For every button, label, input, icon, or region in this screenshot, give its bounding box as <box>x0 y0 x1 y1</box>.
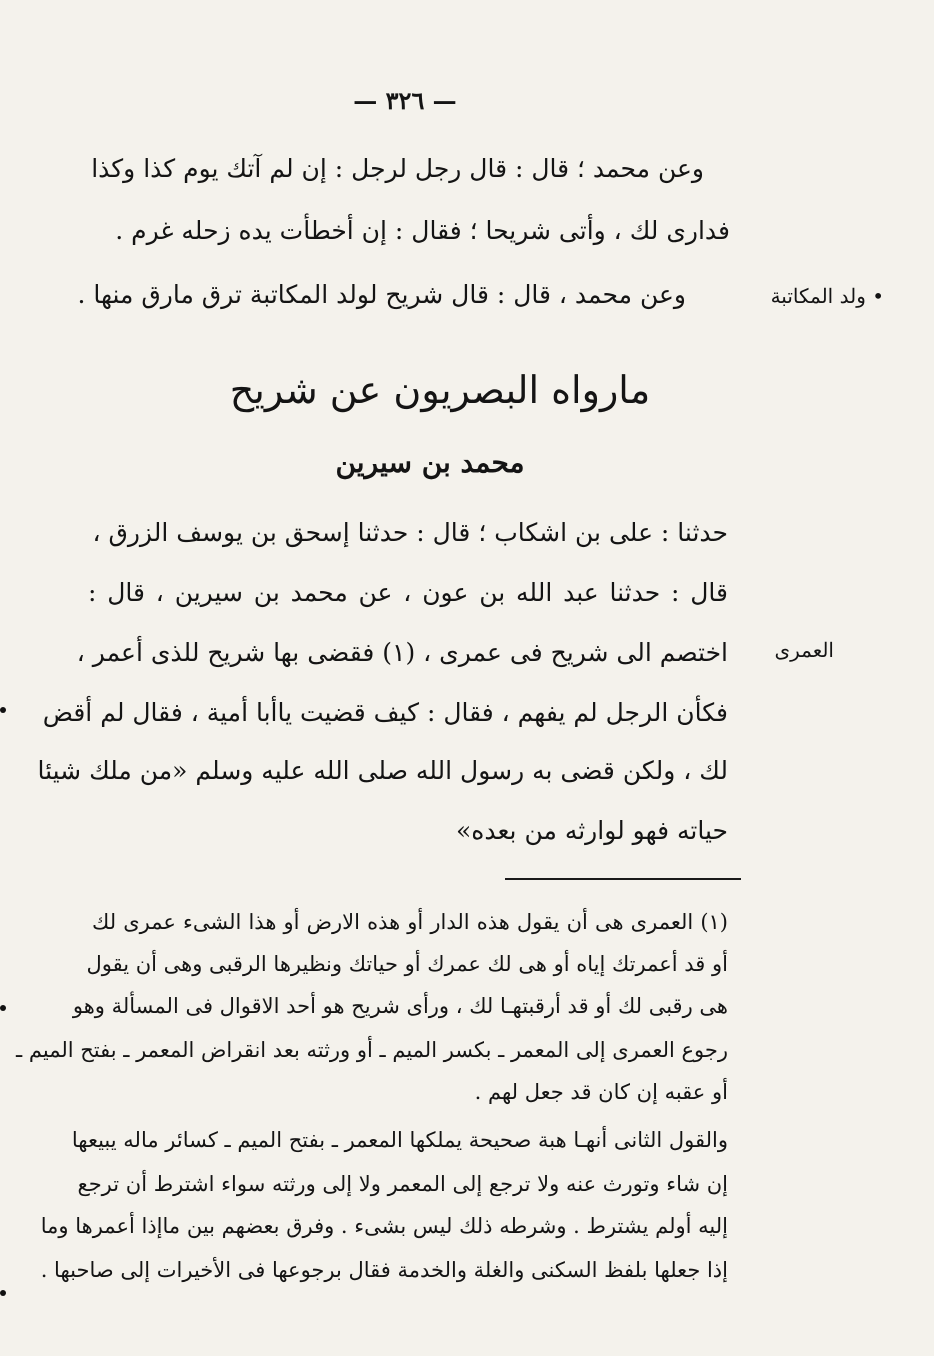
margin-note-walad-almukataba: • ولد المكاتبة <box>770 284 884 308</box>
scan-mark-1 <box>0 707 6 713</box>
footnote-line-6: والقول الثانى أنهـا هبة صحيحة يملكها المعمر ـ بفتح الميم ـ كسائر ماله يبيعها <box>71 1128 728 1152</box>
footnote-separator <box>505 878 741 880</box>
section-subtitle: محمد بن سيرين <box>335 446 525 479</box>
scan-mark-3 <box>0 1290 6 1296</box>
section-title: مارواه البصريون عن شريح <box>229 368 651 412</box>
intro-line-3: وعن محمد ، قال : قال شريح لولد المكاتبة ترق مارق منها . <box>77 280 686 309</box>
body-line-6: حياته فهو لوارثه من بعده» <box>455 816 728 845</box>
scan-mark-2 <box>0 1005 6 1011</box>
footnote-line-1: (١) العمرى هى أن يقول هذه الدار أو هذه الارض أو هذا الشىء عمرى لك <box>92 910 728 934</box>
footnote-line-7: إن شاء وتورث عنه ولا ترجع إلى المعمر ولا إلى ورثته سواء اشترط أن ترجع <box>77 1172 728 1196</box>
margin-note-umra: العمرى <box>774 638 834 662</box>
body-line-2: قال : حدثنا عبد الله بن عون ، عن محمد بن سيرين ، قال : <box>88 578 728 607</box>
body-line-1: حدثنا : على بن اشكاب ؛ قال : حدثنا إسحق بن يوسف الزرق ، <box>92 518 728 547</box>
intro-line-1: وعن محمد ؛ قال : قال رجل لرجل : إن لم آتك يوم كذا وكذا <box>91 154 704 183</box>
footnote-line-9: إذا جعلها بلفظ السكنى والغلة والخدمة فقال برجوعها فى الأخيرات إلى صاحبها . <box>40 1258 728 1282</box>
page-number: — ٣٢٦ — <box>353 86 457 115</box>
footnote-line-4: رجوع العمرى إلى المعمر ـ بكسر الميم ـ أو ورثته بعد انقراض المعمر ـ بفتح الميم ـ <box>16 1038 728 1062</box>
body-line-4: فكأن الرجل لم يفهم ، فقال : كيف قضيت ياأبا أمية ، فقال لم أقض <box>42 698 728 727</box>
intro-line-2: فدارى لك ، وأتى شريحا ؛ فقال : إن أخطأت يده زحله غرم . <box>115 216 730 245</box>
footnote-line-3: هى رقبى لك أو قد أرقبتهـا لك ، ورأى شريح هو أحد الاقوال فى المسألة وهو <box>72 994 728 1018</box>
footnote-line-5: أو عقبه إن كان قد جعل لهم . <box>474 1080 728 1104</box>
footnote-line-2: أو قد أعمرتك إياه أو هى لك عمرك أو حياتك ونظيرها الرقبى وهى أن يقول <box>86 952 728 976</box>
body-line-3: اختصم الى شريح فى عمرى ، (١) فقضى بها شريح للذى أعمر ، <box>76 638 728 667</box>
footnote-line-8: إليه أولم يشترط . وشرطه ذلك ليس بشىء . وفرق بعضهم بين ماإذا أعمرها وما <box>40 1214 728 1238</box>
body-line-5: لك ، ولكن قضى به رسول الله صلى الله عليه وسلم «من ملك شيئا <box>37 756 728 785</box>
